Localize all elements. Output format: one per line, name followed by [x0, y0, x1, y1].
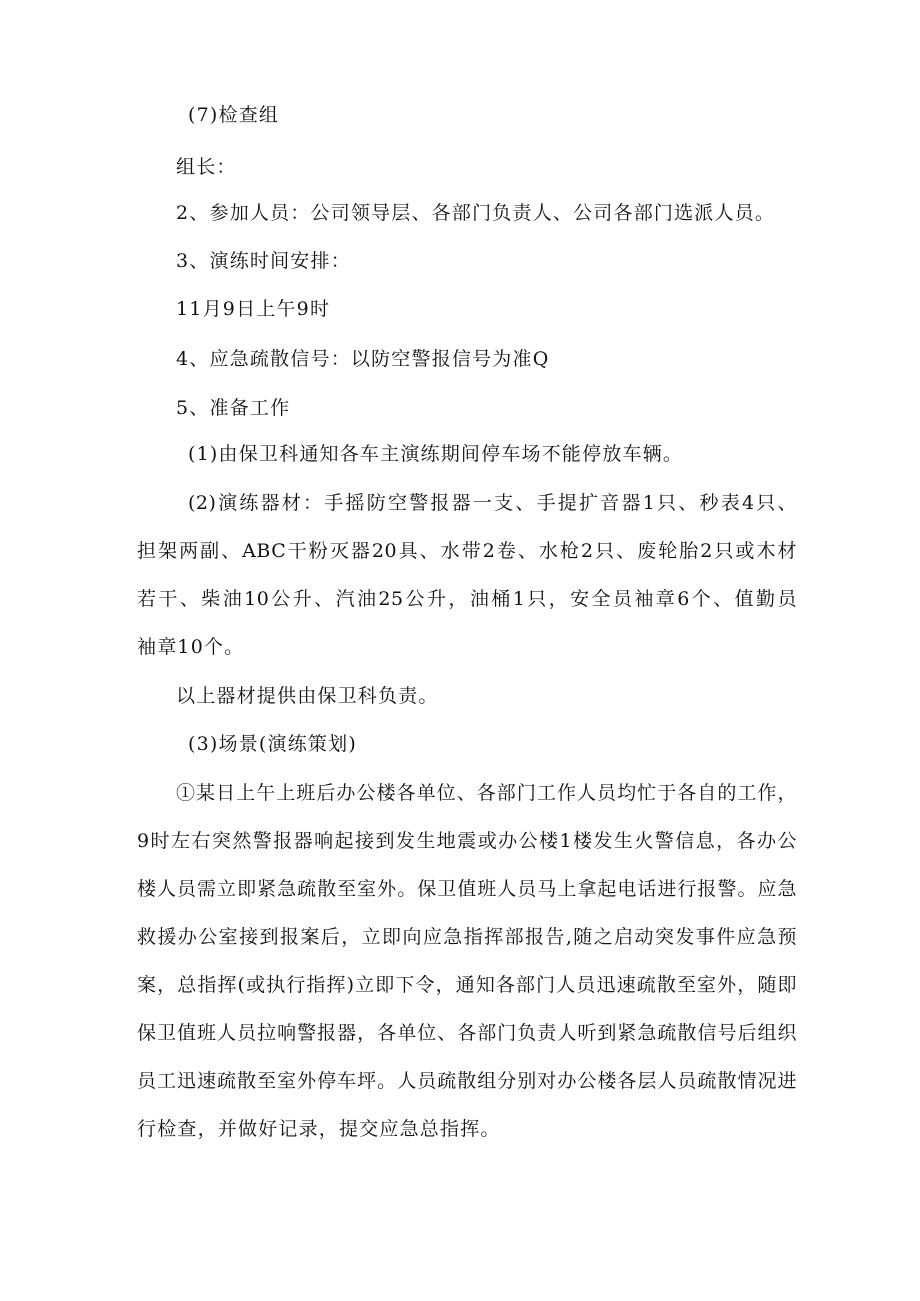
prep-item-parking: (1)由保卫科通知各车主演练期间停车场不能停放车辆。	[188, 443, 684, 465]
heading-inspection-group: (7)检查组	[188, 104, 280, 126]
item-schedule-title: 3、演练时间安排：	[176, 250, 351, 272]
prep-equipment-line: (2)演练器材：手摇防空警报器一支、手提扩音器1只、秒表4只、	[188, 492, 797, 514]
scenario-line: 案，总指挥(或执行指挥)立即下令，通知各部门人员迅速疏散至室外，随即	[137, 974, 797, 996]
scenario-line: 楼人员需立即紧急疏散至室外。保卫值班人员马上拿起电话进行报警。应急	[137, 878, 797, 900]
scenario-line: 行检查，并做好记录，提交应急总指挥。	[137, 1118, 501, 1140]
scenario-line: 保卫值班人员拉响警报器，各单位、各部门负责人听到紧急疏散信号后组织	[137, 1022, 797, 1044]
item-schedule-time: 11月9日上午9时	[176, 298, 331, 320]
scenario-line: 员工迅速疏散至室外停车坪。人员疏散组分别对办公楼各层人员疏散情况进	[137, 1070, 797, 1092]
prep-equipment-line: 袖章10个。	[137, 636, 245, 658]
item-evacuation-signal: 4、应急疏散信号：以防空警报信号为准Q	[176, 348, 550, 370]
item-preparation: 5、准备工作	[176, 397, 291, 419]
scenario-line: 9时左右突然警报器响起接到发生地震或办公楼1楼发生火警信息，各办公	[137, 830, 797, 852]
item-participants: 2、参加人员：公司领导层、各部门负责人、公司各部门选派人员。	[176, 202, 776, 224]
equipment-note: 以上器材提供由保卫科负责。	[176, 685, 439, 707]
scenario-line: 救援办公室接到报案后，立即向应急指挥部报告,随之启动突发事件应急预	[137, 926, 797, 948]
scenario-line: ①某日上午上班后办公楼各单位、各部门工作人员均忙于各自的工作，	[176, 782, 797, 804]
leader-label: 组长：	[176, 156, 237, 178]
prep-equipment-line: 担架两副、ABC干粉灭器20具、水带2卷、水枪2只、废轮胎2只或木材	[137, 540, 797, 562]
prep-scenario-title: (3)场景(演练策划)	[188, 733, 357, 755]
prep-equipment-line: 若干、柴油10公升、汽油25公升，油桶1只，安全员袖章6个、值勤员	[137, 588, 797, 610]
